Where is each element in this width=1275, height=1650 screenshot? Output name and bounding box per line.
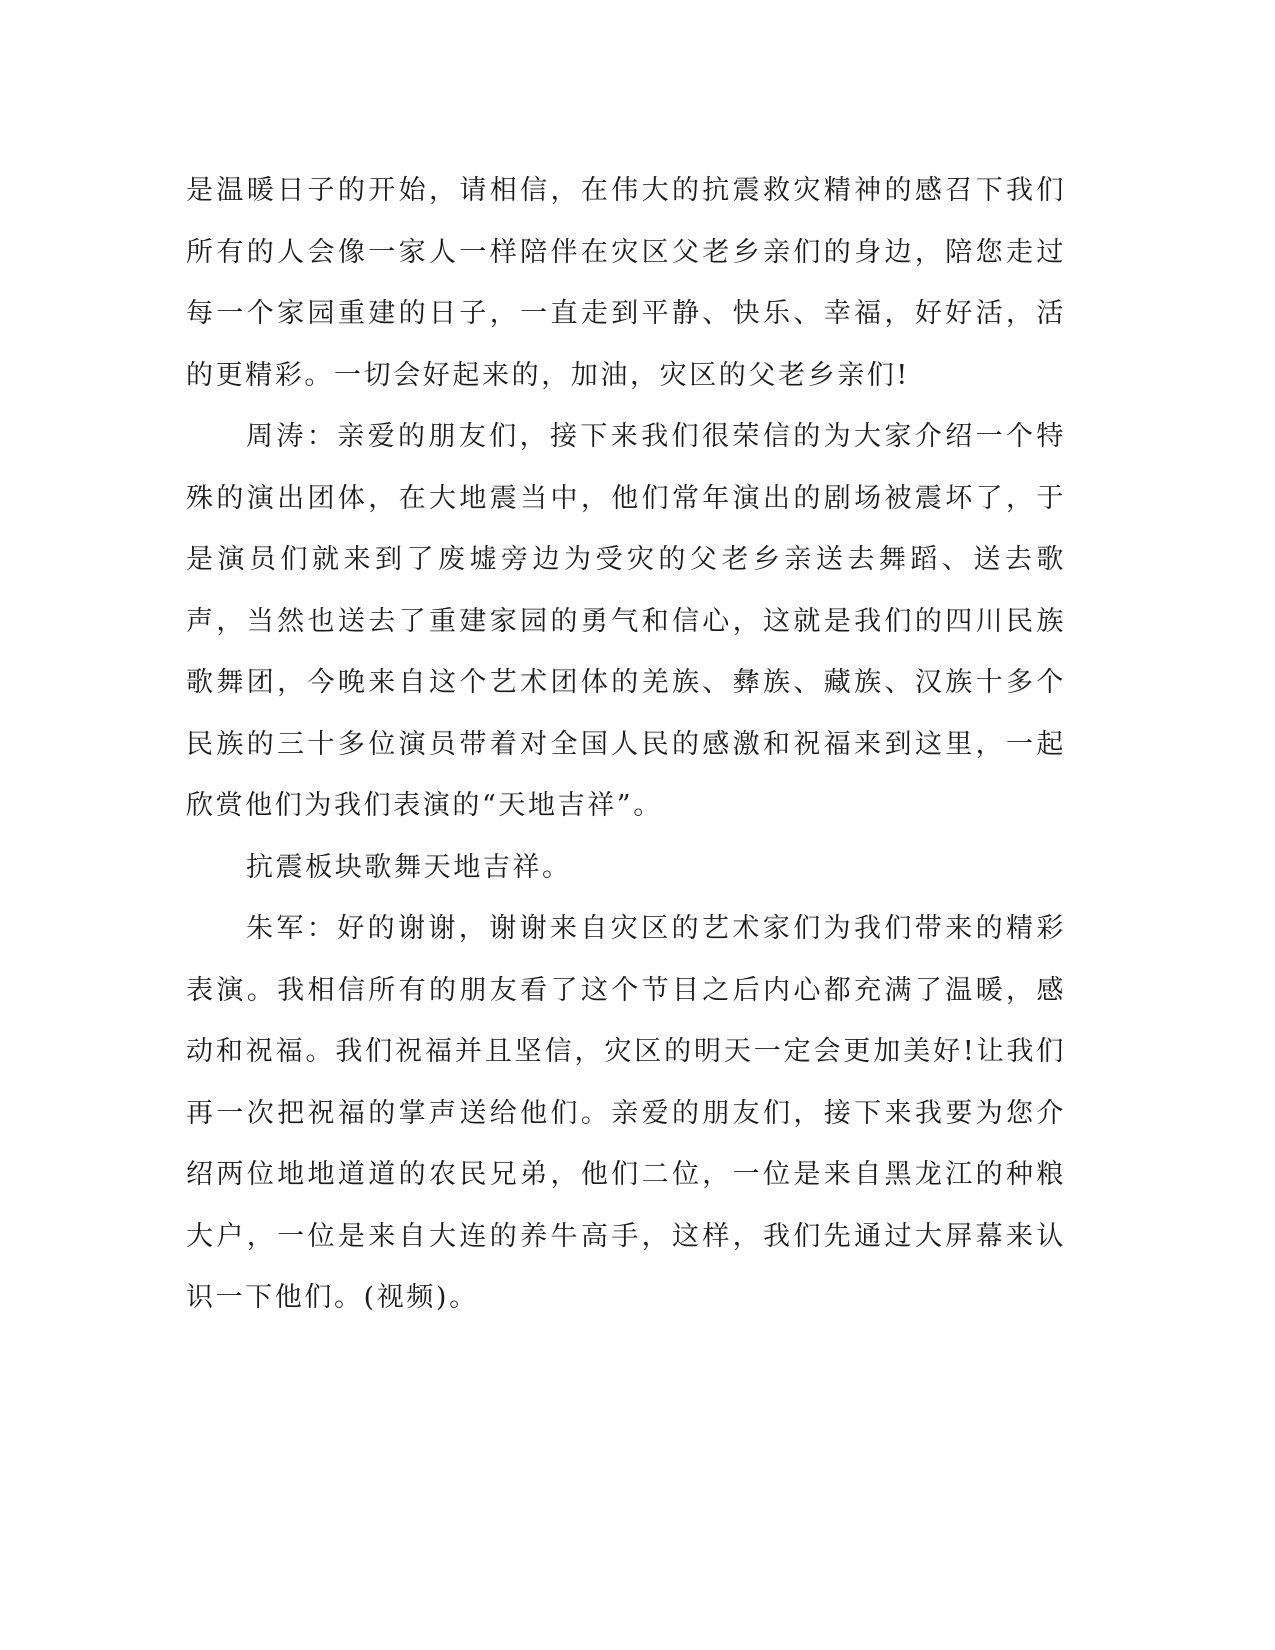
paragraph-4: 朱军：好的谢谢，谢谢来自灾区的艺术家们为我们带来的精彩表演。我相信所有的朋友看了这个节目之后内心都充满了温暖，感动和祝福。我们祝福并且坚信，灾区的明天一定会更加美好!让我们再一次把祝福的掌声送给他们。亲爱的朋友们，接下来我要为您介绍两位地地道道的农民兄弟，他们二位，一位是来自黑龙江的种粮大户，一位是来自大连的养牛高手，这样，我们先通过大屏幕来认识一下他们。(视频)。 <box>186 913 1066 1313</box>
document-body <box>186 160 1066 1329</box>
paragraph-3: 抗震板块歌舞天地吉祥。 <box>246 851 572 883</box>
paragraph-2: 周涛：亲爱的朋友们，接下来我们很荣信的为大家介绍一个特殊的演出团体，在大地震当中，他们常年演出的剧场被震坏了，于是演员们就来到了废墟旁边为受灾的父老乡亲送去舞蹈、送去歌声，当然也送去了重建家园的勇气和信心，这就是我们的四川民族歌舞团，今晚来自这个艺术团体的羌族、彝族、藏族、汉族十多个民族的三十多位演员带着对全国人民的感激和祝福来到这里，一起欣赏他们为我们表演的“天地吉祥”。 <box>186 421 1066 821</box>
paragraph-1: 是温暖日子的开始，请相信，在伟大的抗震救灾精神的感召下我们所有的人会像一家人一样陪伴在灾区父老乡亲们的身边，陪您走过每一个家园重建的日子，一直走到平静、快乐、幸福，好好活，活的更精彩。一切会好起来的，加油，灾区的父老乡亲们! <box>186 175 1066 391</box>
